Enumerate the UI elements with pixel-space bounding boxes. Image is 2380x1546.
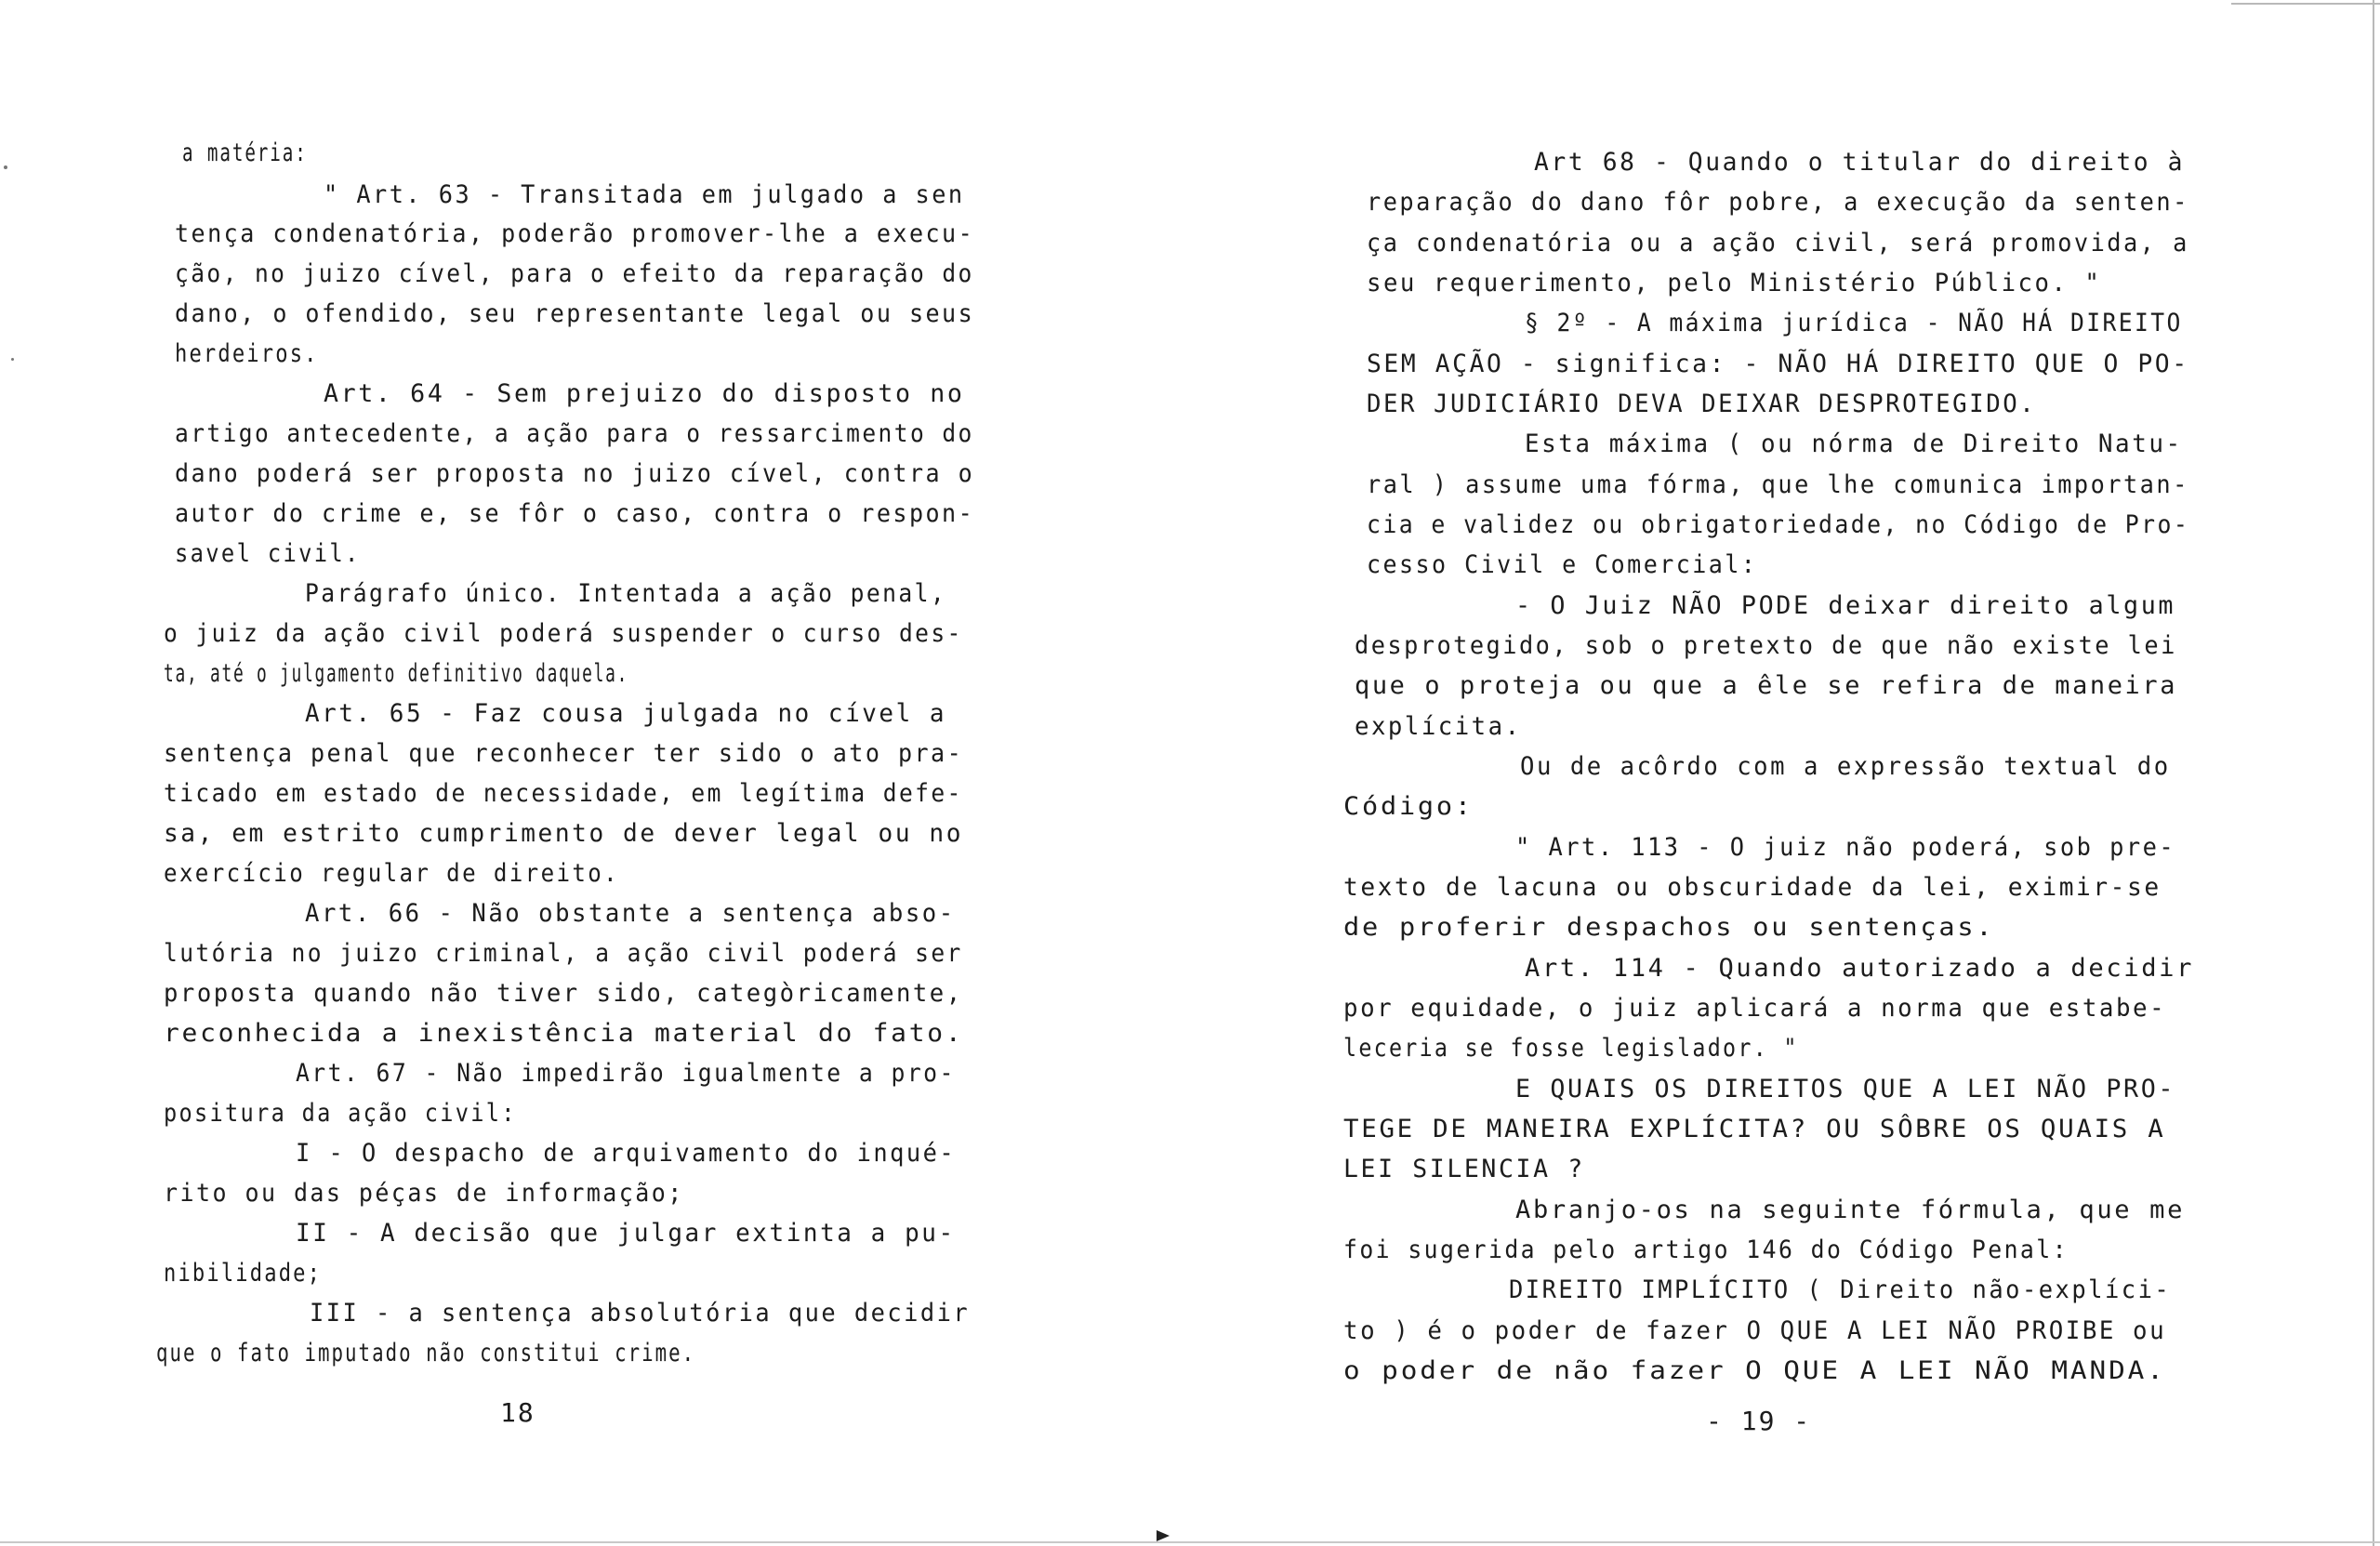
text-line: Art. 64 - Sem prejuizo do disposto no <box>324 379 965 408</box>
text-line: Art. 67 - Não impedirão igualmente a pro- <box>296 1059 956 1088</box>
text-line: cesso Civil e Comercial: <box>1367 550 1758 579</box>
text-line: por equidade, o juiz aplicará a norma que estabe- <box>1343 994 2167 1023</box>
text-line: texto de lacuna ou obscuridade da lei, eximir-se <box>1343 873 2162 902</box>
text-line: de proferir despachos ou sentenças. <box>1343 913 1995 942</box>
text-line: o poder de não fazer O QUE A LEI NÃO MANDA. <box>1343 1356 2166 1385</box>
scan-edge-right <box>2373 0 2374 1546</box>
text-line: exercício regular de direito. <box>164 859 620 888</box>
text-line: autor do crime e, se fôr o caso, contra o respon- <box>175 499 975 528</box>
text-line: artigo antecedente, a ação para o ressarcimento do <box>175 419 974 448</box>
scan-speck <box>11 358 14 361</box>
text-line: positura da ação civil: <box>164 1099 517 1128</box>
text-line: Código: <box>1343 792 1474 821</box>
text-line: - O Juiz NÃO PODE deixar direito algum <box>1515 591 2176 620</box>
scan-edge-top-right <box>2231 3 2380 5</box>
text-line: cia e validez ou obrigatoriedade, no Código de Pro- <box>1367 510 2190 539</box>
text-line: § 2º - A máxima jurídica - NÃO HÁ DIREITO <box>1525 309 2183 337</box>
text-line: reconhecida a inexistência material do fato. <box>164 1019 964 1048</box>
text-line: reparação do dano fôr pobre, a execução da senten- <box>1367 188 2189 217</box>
text-line: E QUAIS OS DIREITOS QUE A LEI NÃO PRO- <box>1515 1075 2176 1103</box>
text-line: leceria se fosse legislador. " <box>1343 1034 1799 1063</box>
page-number: 18 <box>500 1397 536 1428</box>
text-line: I - O despacho de arquivamento do inqué- <box>296 1139 957 1168</box>
text-line: herdeiros. <box>175 339 319 368</box>
text-line: lutória no juizo criminal, a ação civil poderá ser <box>164 939 963 968</box>
text-line: LEI SILENCIA ? <box>1343 1155 1585 1183</box>
text-line: ção, no juizo cível, para o efeito da reparação do <box>175 259 974 288</box>
text-line: ça condenatória ou a ação civil, será promovida, a <box>1367 229 2189 258</box>
text-line: Esta máxima ( ou nórma de Direito Natu- <box>1525 429 2183 458</box>
text-line: desprotegido, sob o pretexto de que não existe lei <box>1355 631 2177 660</box>
text-line: seu requerimento, pelo Ministério Público. " <box>1367 269 2102 297</box>
text-line: DIREITO IMPLÍCITO ( Direito não-explíci- <box>1509 1275 2172 1304</box>
text-line: II - A decisão que julgar extinta a pu- <box>296 1219 956 1248</box>
text-line: DER JUDICIÁRIO DEVA DEIXAR DESPROTEGIDO. <box>1367 390 2037 418</box>
text-line: Parágrafo único. Intentada a ação penal, <box>305 579 947 608</box>
text-line: III - a sentença absolutória que decidir <box>310 1299 971 1328</box>
text-line: a matéria: <box>182 139 308 167</box>
text-line: " Art. 113 - O juiz não poderá, sob pre- <box>1515 833 2176 862</box>
text-line: dano poderá ser proposta no juizo cível, contra o <box>175 459 975 488</box>
text-line: que o fato imputado não constitui crime. <box>156 1339 696 1368</box>
text-line: explícita. <box>1355 712 1522 741</box>
text-line: Art 68 - Quando o titular do direito à <box>1534 148 2186 177</box>
gutter-mark <box>1157 1530 1170 1541</box>
text-line: ticado em estado de necessidade, em legítima defe- <box>164 779 963 808</box>
text-line: dano, o ofendido, seu representante legal ou seus <box>175 299 975 328</box>
text-line: TEGE DE MANEIRA EXPLÍCITA? OU SÔBRE OS QUAIS A <box>1343 1115 2166 1143</box>
text-line: Art. 66 - Não obstante a sentença abso- <box>305 899 956 928</box>
text-line: Ou de acôrdo com a expressão textual do <box>1520 752 2171 781</box>
text-line: proposta quando não tiver sido, categòricamente, <box>164 979 963 1008</box>
text-line: " Art. 63 - Transitada em julgado a sen <box>324 180 965 209</box>
text-line: sentença penal que reconhecer ter sido o ato pra- <box>164 739 964 768</box>
text-line: SEM AÇÃO - significa: - NÃO HÁ DIREITO QUE O PO- <box>1367 350 2189 378</box>
text-line: sa, em estrito cumprimento de dever legal ou no <box>164 819 964 848</box>
text-line: o juiz da ação civil poderá suspender o curso des- <box>164 619 963 648</box>
text-line: ta, até o julgamento definitivo daquela. <box>164 659 629 688</box>
text-line: nibilidade; <box>164 1259 323 1288</box>
text-line: savel civil. <box>175 539 361 568</box>
text-line: Art. 114 - Quando autorizado a decidir <box>1525 954 2195 983</box>
text-line: to ) é o poder de fazer O QUE A LEI NÃO PROIBE ou <box>1343 1316 2167 1345</box>
text-line: Art. 65 - Faz cousa julgada no cível a <box>305 699 947 728</box>
text-line: Abranjo-os na seguinte fórmula, que me <box>1515 1196 2186 1224</box>
scan-edge-bottom <box>0 1541 2380 1543</box>
text-line: rito ou das péças de informação; <box>164 1179 684 1208</box>
text-line: foi sugerida pelo artigo 146 do Código Penal: <box>1343 1235 2069 1264</box>
page-number: - 19 - <box>1706 1406 1812 1436</box>
text-line: que o proteja ou que a êle se refira de maneira <box>1355 671 2178 700</box>
scan-speck <box>4 165 7 169</box>
text-line: tença condenatória, poderão promover-lhe a execu- <box>175 219 975 248</box>
text-line: ral ) assume uma fórma, que lhe comunica importan- <box>1367 470 2189 499</box>
